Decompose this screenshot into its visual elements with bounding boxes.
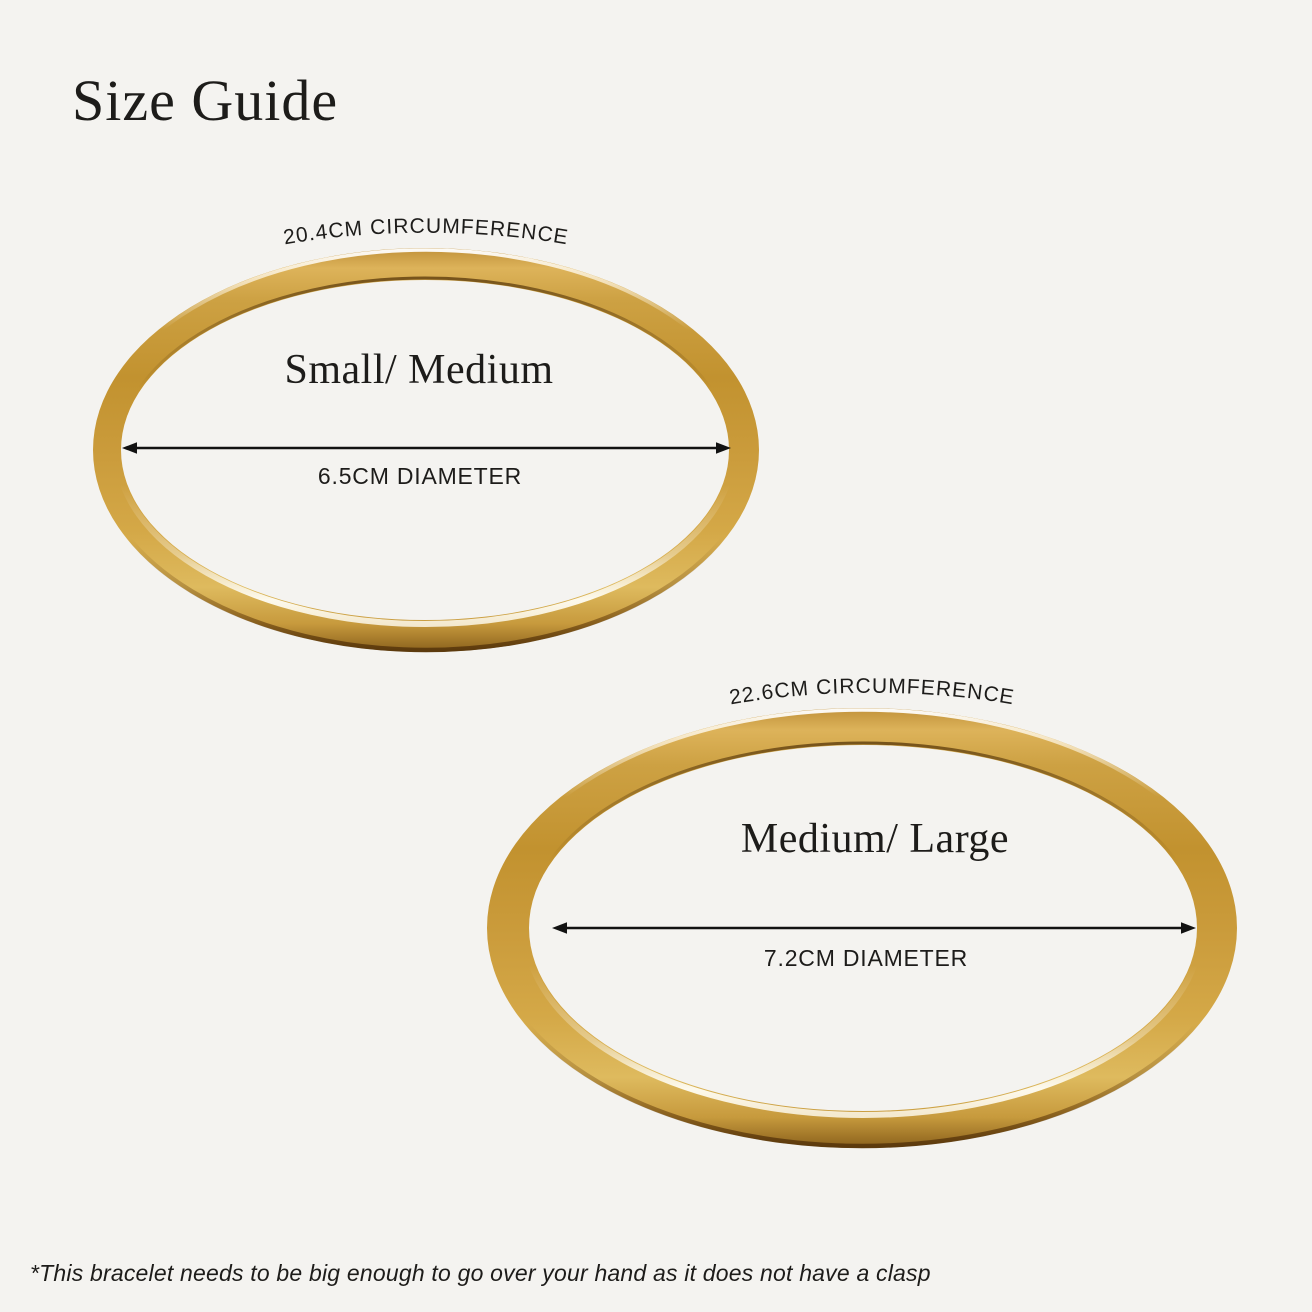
arrowhead-right-icon	[1181, 922, 1196, 934]
circumference-arc-label: 20.4CM CIRCUMFERENCE	[281, 214, 571, 250]
bangle-medium-large	[487, 675, 1237, 1148]
diameter-arrow	[122, 442, 731, 454]
arrowhead-right-icon	[716, 442, 731, 454]
diameter-label: 7.2CM DIAMETER	[763, 945, 969, 971]
bangle-small-medium	[93, 215, 759, 652]
circumference-arc-label: 22.6CM CIRCUMFERENCE	[727, 674, 1017, 710]
bangle-inner-shadow	[119, 278, 731, 622]
size-label: Small/ Medium	[284, 347, 554, 393]
diameter-arrow	[552, 922, 1196, 934]
arrowhead-left-icon	[552, 922, 567, 934]
page-title: Size Guide	[72, 68, 339, 133]
size-label: Medium/ Large	[740, 816, 1010, 862]
footnote: *This bracelet needs to be big enough to go over your hand as it does not have a clasp	[30, 1260, 931, 1286]
diameter-label: 6.5CM DIAMETER	[317, 463, 523, 489]
arrowhead-left-icon	[122, 442, 137, 454]
bangle-inner-specular	[117, 276, 733, 624]
